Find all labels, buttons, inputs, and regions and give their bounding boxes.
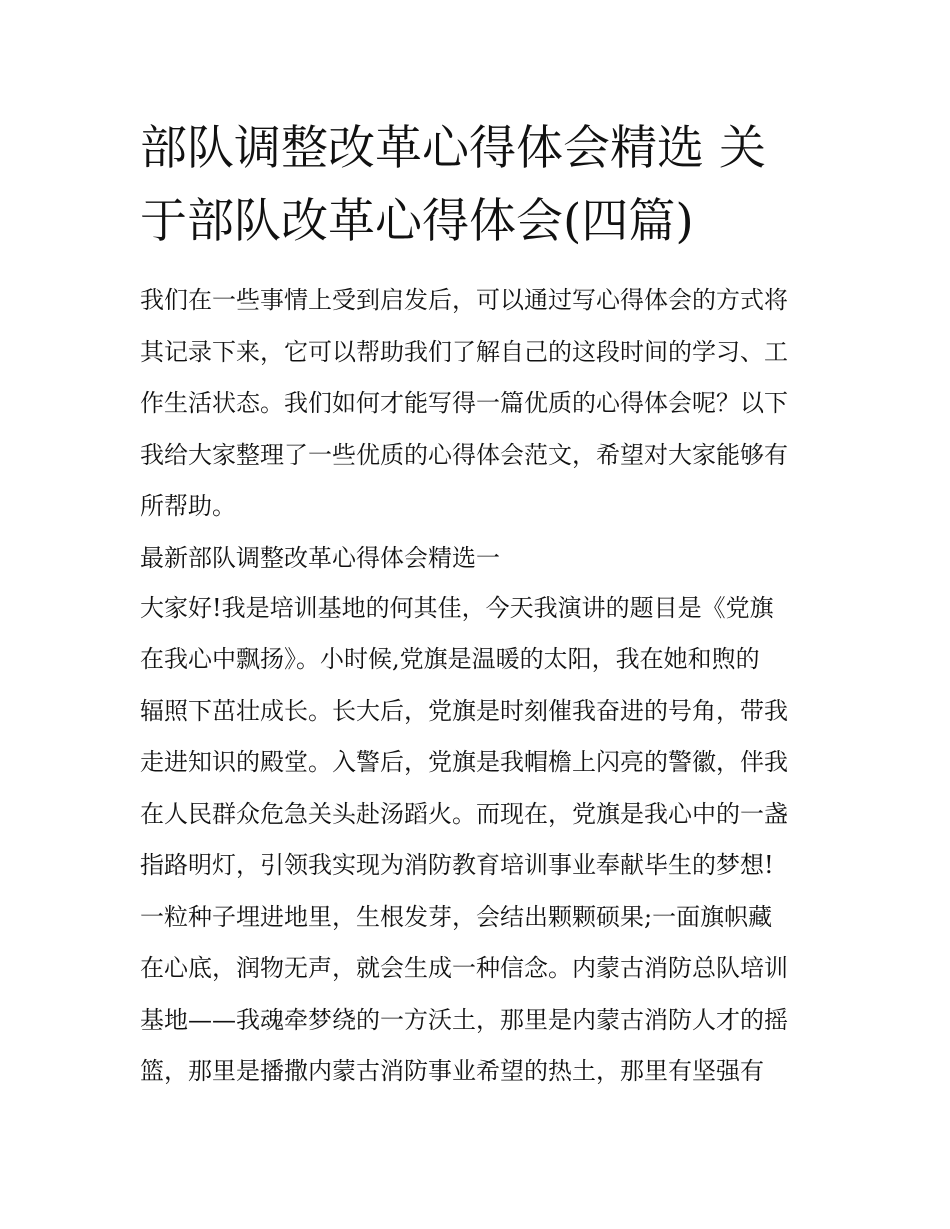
- intro-line-3: 作生活状态。我们如何才能写得一篇优质的心得体会呢？以下: [140, 389, 788, 417]
- intro-line-4: 我给大家整理了一些优质的心得体会范文，希望对大家能够有: [140, 440, 788, 469]
- section-line-2: 在我心中飘扬》。小时候,党旗是温暖的太阳，我在她和煦的: [140, 645, 760, 673]
- section-line-9: 基地——我魂牵梦绕的一方沃土，那里是内蒙古消防人才的摇: [140, 1005, 788, 1034]
- document-body: [140, 278, 830, 1101]
- document-title: [140, 112, 820, 258]
- section-heading: 最新部队调整改革心得体会精选一: [140, 543, 500, 572]
- section-line-7: 一粒种子埋进地里，生根发芽，会结出颗颗硕果;一面旗帜藏: [140, 902, 773, 931]
- intro-line-2: 其记录下来，它可以帮助我们了解自己的这段时间的学习、工: [140, 337, 788, 366]
- intro-line-5: 所帮助。: [140, 492, 236, 520]
- section-line-10: 篮，那里是播撒内蒙古消防事业希望的热土，那里有坚强有: [140, 1057, 764, 1085]
- section-line-3: 辐照下茁壮成长。长大后，党旗是时刻催我奋进的号角，带我: [140, 696, 788, 725]
- title-line-1: 部队调整改革心得体会精选 关: [140, 121, 766, 176]
- section-line-6: 指路明灯，引领我实现为消防教育培训事业奉献毕生的梦想!: [140, 851, 774, 879]
- section-line-8: 在心底，润物无声，就会生成一种信念。内蒙古消防总队培训: [140, 954, 788, 982]
- intro-line-1: 我们在一些事情上受到启发后，可以通过写心得体会的方式将: [140, 286, 788, 314]
- section-line-5: 在人民群众危急关头赴汤蹈火。而现在，党旗是我心中的一盏: [140, 799, 788, 828]
- title-line-2: 于部队改革心得体会(四篇): [140, 194, 694, 249]
- section-line-1: 大家好!我是培训基地的何其佳，今天我演讲的题目是《党旗: [140, 593, 774, 622]
- section-line-4: 走进知识的殿堂。入警后，党旗是我帽檐上闪亮的警徽，伴我: [140, 748, 788, 776]
